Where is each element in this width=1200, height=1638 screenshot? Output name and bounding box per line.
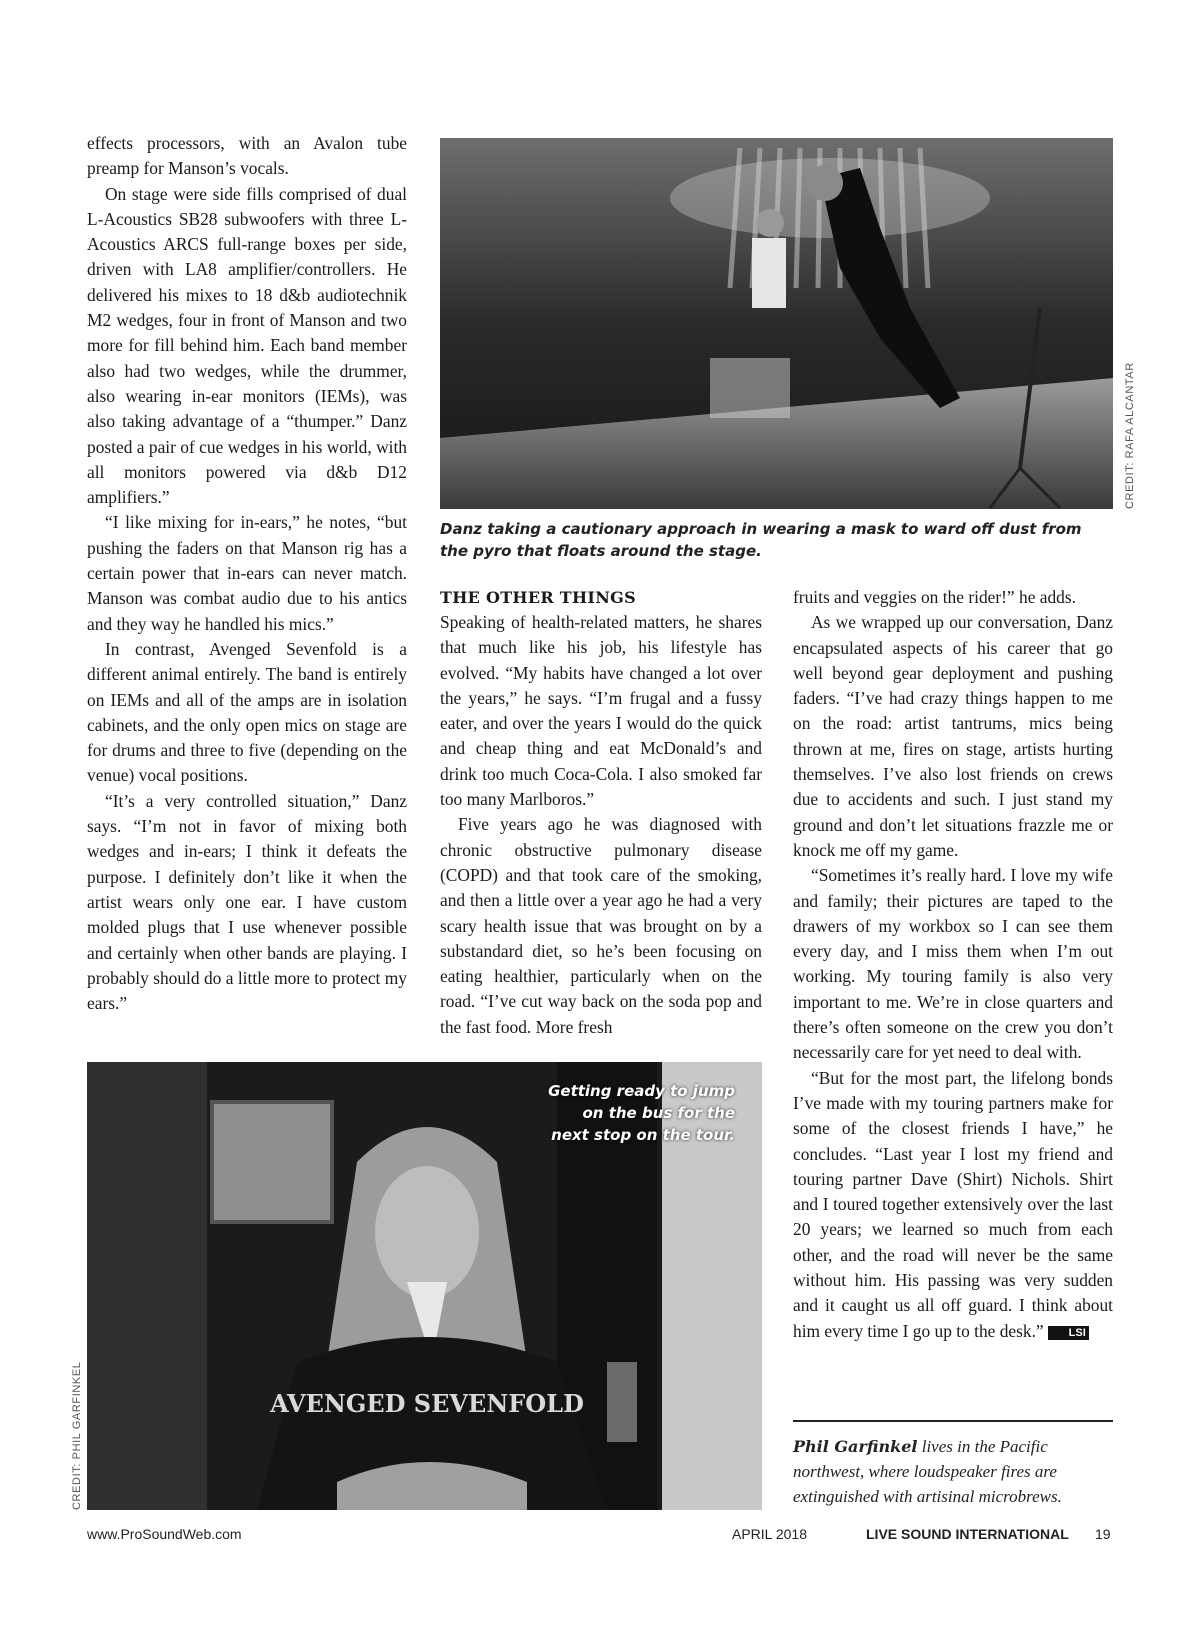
photo-danz-on-stage — [440, 138, 1113, 509]
paragraph: On stage were side fills comprised of dual L-Acoustics SB28 subwoofers with three L-Acoustics ARCS full-range boxes per side, driven with LA8 amplifier/controllers. He delivered his mixes to 18 d&b audiotechnik M2 wedges, four in front of Manson and two more for fill behind him. Each band member also had two wedges, while the drummer, also wearing in-ear monitors (IEMs), was also taking advantage of a “thumper.” Danz posted a pair of cue wedges in his world, with all monitors powered via d&b D12 amplifiers.” — [87, 183, 407, 508]
article-column-3 — [793, 585, 1113, 1344]
footer-page-number: 19 — [1095, 1526, 1111, 1542]
footer-issue: APRIL 2018 — [732, 1526, 807, 1542]
paragraph: In contrast, Avenged Sevenfold is a different animal entirely. The band is entirely on IEMs and all of the amps are in isolation cabinets, and the only open mics on stage are for drums and three to five (depending on the venue) vocal positions. — [87, 638, 407, 786]
paragraph: “It’s a very controlled situation,” Danz says. “I’m not in favor of mixing both wedges and in-ears; I think it defeats the purpose. I definitely don’t like it when the artist wears only one ear. I have custom molded plugs that I use whenever possible and certainly when other bands are playing. I probably should do a little more to protect my ears.” — [87, 790, 407, 1014]
footer-website: www.ProSoundWeb.com — [87, 1526, 242, 1542]
section-heading: THE OTHER THINGS — [440, 588, 636, 607]
photo-caption-bottom: Getting ready to jump on the bus for the next stop on the tour. — [548, 1082, 735, 1144]
end-mark-badge: LSI — [1048, 1326, 1089, 1340]
paragraph: “I like mixing for in-ears,” he notes, “but pushing the faders on that Manson rig has a certain power that in-ears can never match. Manson was combat audio due to his antics and they way he handled his mics.” — [87, 512, 407, 634]
author-bio-text: lives in the Pacific northwest, where loudspeaker fires are extinguished with artisinal microbrews. — [793, 1437, 1062, 1506]
article-column-1 — [87, 131, 407, 1016]
paragraph: effects processors, with an Avalon tube preamp for Manson’s vocals. — [87, 133, 407, 179]
paragraph — [793, 1066, 1113, 1344]
shirt-print-text: AVENGED SEVENFOLD — [270, 1389, 584, 1418]
photo-credit-bottom: CREDIT: PHIL GARFINKEL — [71, 1361, 83, 1510]
stage-photo-illustration — [440, 138, 1113, 509]
paragraph-text: “But for the most part, the lifelong bonds I’ve made with my touring partners make for some of the closest friends I have,” he concludes. “Last year I lost my friend and touring partner Dave (Shirt) Nichols. Shirt and I toured together extensively over the last 20 years; we learned so much from each other, and the road will never be the same without him. His passing was very sudden and it caught us all off guard. I think about him every time I go up to the desk.” — [793, 1067, 1113, 1341]
article-column-2 — [440, 585, 762, 1040]
photo-caption-top: Danz taking a cautionary approach in wearing a mask to ward off dust from the pyro that floats around the stage. — [440, 520, 1082, 560]
photo-credit-top: CREDIT: RAFA ALCANTAR — [1124, 362, 1136, 509]
paragraph: fruits and veggies on the rider!” he adds. — [793, 587, 1076, 607]
author-name: Phil Garfinkel — [793, 1437, 918, 1456]
paragraph: Five years ago he was diagnosed with chronic obstructive pulmonary disease (COPD) and that took care of the smoking, and then a little over a year ago he had a very scary health issue that was brought on by a substandard diet, so he’s been focusing on eating healthier, particularly when on the road. “I’ve cut way back on the soda pop and the fast food. More fresh — [440, 814, 762, 1037]
paragraph: As we wrapped up our conversation, Danz encapsulated aspects of his career that go well beyond gear deployment and pushing faders. “I’ve had crazy things happen to me on the road: artist tantrums, mics being thrown at me, fires on stage, artists hurting themselves. I’ve also lost friends on crews due to accidents and such. I just stand my ground and don’t let situations frazzle me or knock me off my game. — [793, 612, 1113, 860]
paragraph: Speaking of health-related matters, he shares that much like his job, his lifestyle has evolved. “My habits have changed a lot over the years,” he says. “I’m frugal and a fussy eater, and over the years I would do the quick and cheap thing and eat McDonald’s and drink too much Coca-Cola. I also smoked far too many Marlboros.” — [440, 612, 762, 810]
paragraph: “Sometimes it’s really hard. I love my wife and family; their pictures are taped to the drawers of my workbox so I can see them every day, and I miss them when I’m out working. My touring family is also very important to me. We’re in close quarters and there’s often someone on the crew you don’t necessarily care for yet need to deal with. — [793, 865, 1113, 1063]
footer-magazine: LIVE SOUND INTERNATIONAL — [866, 1526, 1069, 1542]
author-bio — [793, 1420, 1113, 1509]
